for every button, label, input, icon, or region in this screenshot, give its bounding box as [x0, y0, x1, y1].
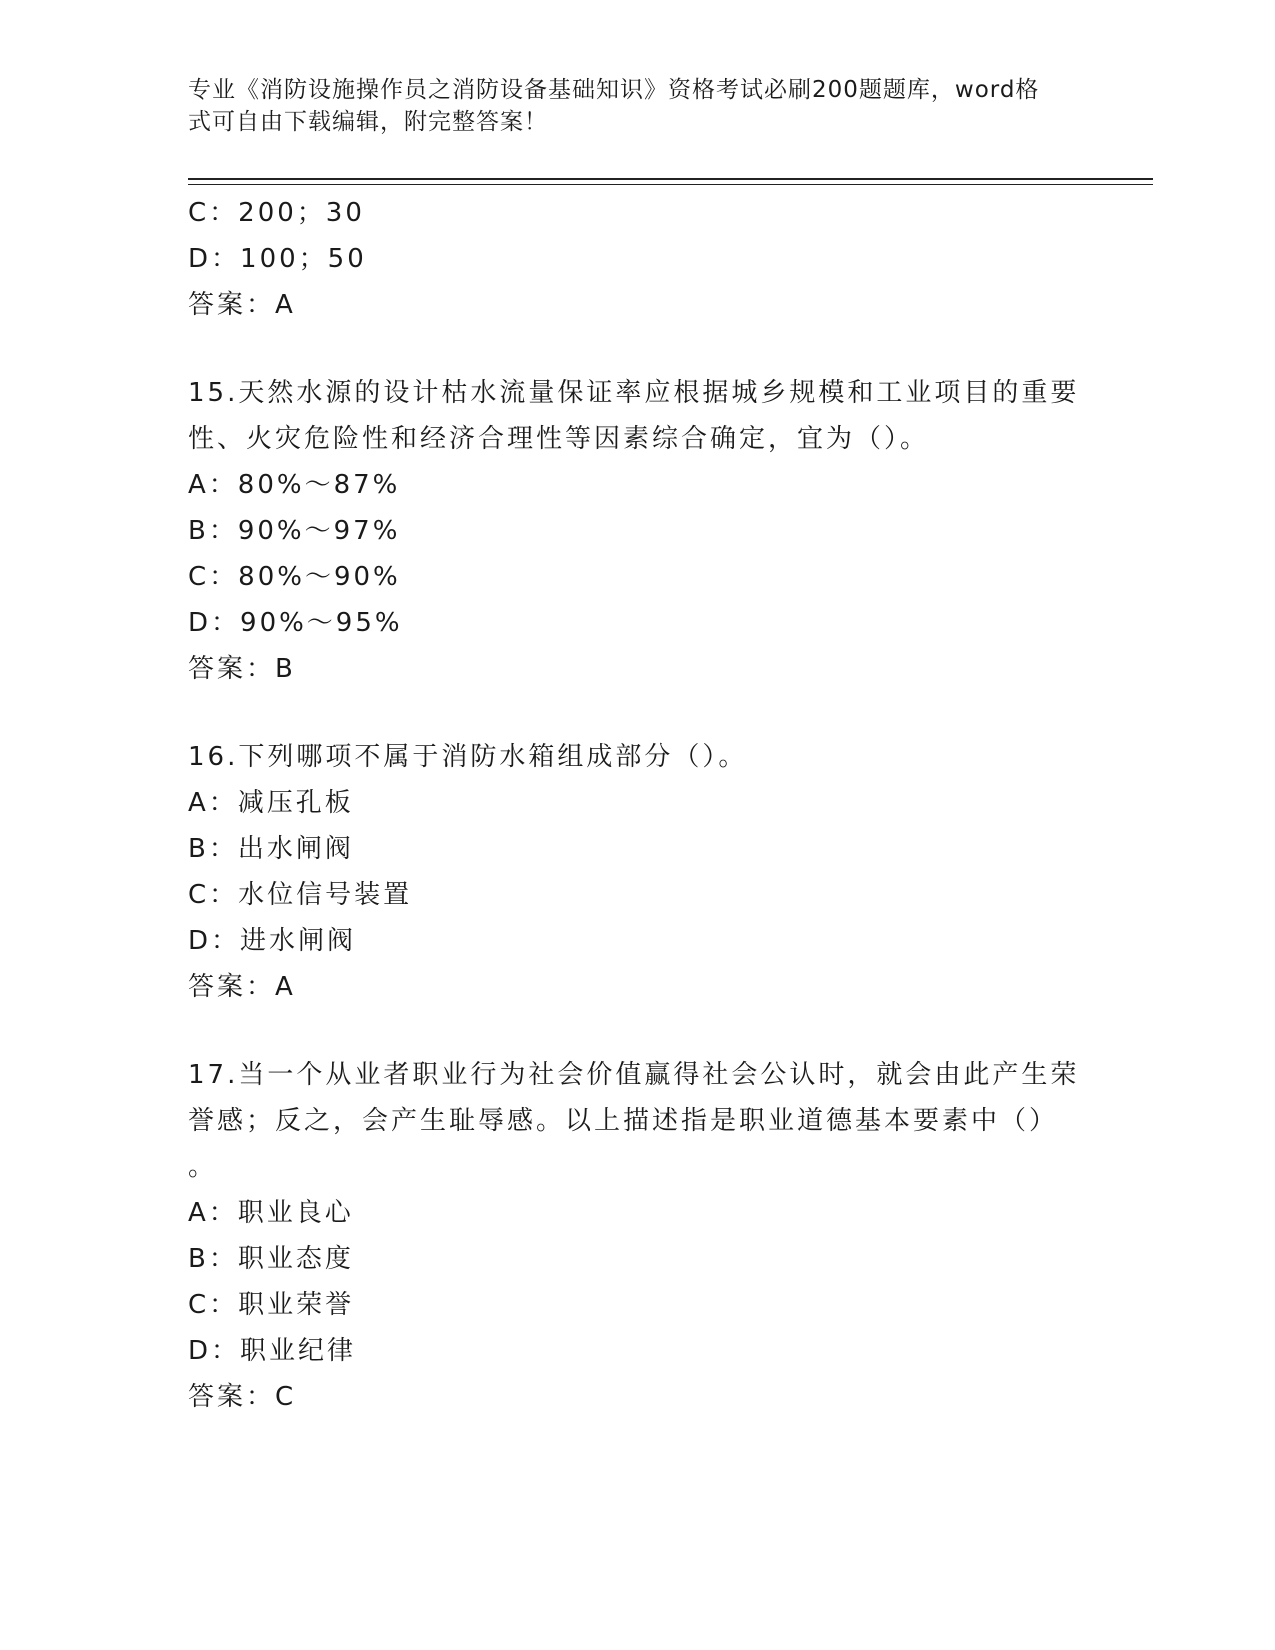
option-d: D：100；50	[188, 244, 367, 274]
question-stem-line: 性、火灾危险性和经济合理性等因素综合确定，宜为（）。	[188, 424, 930, 454]
option-a: A：减压孔板	[188, 788, 354, 818]
answer-line: 答案：A	[188, 972, 296, 1002]
question-15	[188, 370, 1088, 692]
answer-line: 答案：B	[188, 654, 296, 684]
header-divider-thin	[188, 184, 1153, 185]
option-b: B：职业态度	[188, 1244, 354, 1274]
option-d: D：进水闸阀	[188, 926, 357, 956]
answer-line: 答案：A	[188, 290, 296, 320]
header-divider-thick	[188, 178, 1153, 180]
question-17	[188, 1052, 1088, 1420]
question-stem-line: 17.当一个从业者职业行为社会价值赢得社会公认时，就会由此产生荣	[188, 1060, 1080, 1090]
option-c: C：水位信号装置	[188, 880, 413, 910]
option-b: B：出水闸阀	[188, 834, 354, 864]
option-a: A：80%～87%	[188, 470, 401, 500]
header-line-1: 专业《消防设施操作员之消防设备基础知识》资格考试必刷200题题库，word格	[188, 77, 1040, 103]
header-line-2: 式可自由下载编辑，附完整答案！	[188, 109, 548, 135]
question-14-tail	[188, 190, 1088, 328]
option-b: B：90%～97%	[188, 516, 401, 546]
question-stem-line: 誉感；反之，会产生耻辱感。以上描述指是职业道德基本要素中（）	[188, 1106, 1059, 1136]
option-a: A：职业良心	[188, 1198, 354, 1228]
option-c: C：200；30	[188, 198, 365, 228]
question-16	[188, 734, 1088, 1010]
answer-line: 答案：C	[188, 1382, 297, 1412]
question-stem-line: 。	[188, 1152, 218, 1182]
option-d: D：职业纪律	[188, 1336, 357, 1366]
question-stem-line: 15.天然水源的设计枯水流量保证率应根据城乡规模和工业项目的重要	[188, 378, 1080, 408]
option-c: C：职业荣誉	[188, 1290, 355, 1320]
question-stem-line: 16.下列哪项不属于消防水箱组成部分（）。	[188, 742, 748, 772]
option-c: C：80%～90%	[188, 562, 401, 592]
document-header	[188, 74, 1088, 138]
option-d: D：90%～95%	[188, 608, 403, 638]
question-content	[188, 190, 1088, 1420]
